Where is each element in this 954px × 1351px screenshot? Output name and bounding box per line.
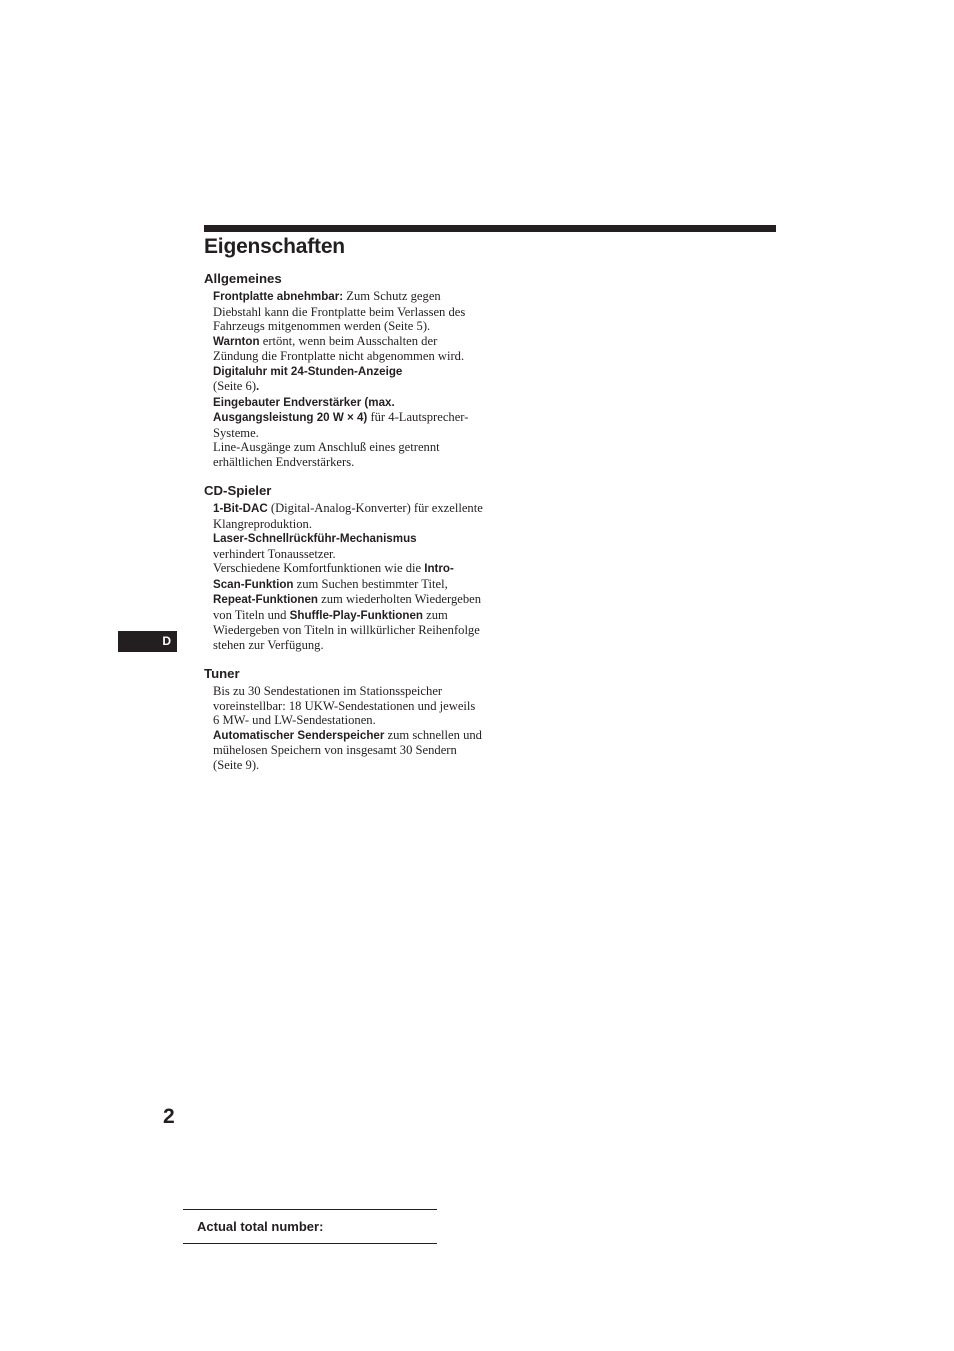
feature-term: Warnton bbox=[213, 334, 260, 348]
page-title: Eigenschaften bbox=[204, 235, 345, 258]
feature-text-tail: . bbox=[256, 380, 260, 393]
section-body-cd-spieler bbox=[213, 501, 484, 652]
features-column bbox=[204, 270, 484, 772]
feature-senderspeicher bbox=[213, 728, 484, 773]
feature-text: (Digital-Analog-Konverter) für exzellente Klangreproduktion. bbox=[213, 501, 483, 531]
feature-term: Shuffle-Play-Funktionen bbox=[289, 608, 423, 622]
section-body-tuner bbox=[213, 684, 484, 772]
feature-text: zum wiederholten Wiedergeben von Titeln und bbox=[213, 592, 482, 622]
feature-text: (Seite 6) bbox=[213, 379, 257, 393]
title-rule bbox=[204, 225, 776, 232]
section-body-allgemeines bbox=[213, 289, 484, 469]
feature-digitaluhr bbox=[213, 364, 484, 395]
feature-text: ertönt, wenn beim Ausschalten der Zündung die Frontplatte nicht abgenommen wird. bbox=[213, 333, 465, 363]
feature-term: Repeat-Funktionen bbox=[213, 593, 318, 606]
feature-warnton bbox=[213, 334, 484, 364]
feature-term: Intro-Scan-Funktion bbox=[213, 562, 454, 591]
feature-komfortfunktionen bbox=[213, 561, 484, 652]
section-cd-spieler bbox=[204, 482, 484, 652]
feature-1-bit-dac bbox=[213, 501, 484, 531]
feature-text: zum Suchen bestimmter Titel, bbox=[293, 576, 448, 591]
feature-frontplatte bbox=[213, 289, 484, 334]
feature-text: zum Wiedergeben von Titeln in willkürlicher Reihenfolge stehen zur Verfügung. bbox=[213, 607, 480, 652]
feature-term: Frontplatte abnehmbar: bbox=[213, 290, 344, 303]
feature-term: Laser-Schnellrückführ-Mechanismus bbox=[213, 532, 417, 545]
feature-text: zum schnellen und mühelosen Speichern von insgesamt 30 Sendern (Seite 9). bbox=[213, 727, 482, 772]
feature-endverstaerker bbox=[213, 395, 484, 441]
section-heading-tuner: Tuner bbox=[204, 666, 240, 681]
feature-line-ausgaenge: Line-Ausgänge zum Anschluß eines getrennt erhältlichen Endverstärkers. bbox=[213, 440, 440, 469]
language-tab: D bbox=[118, 631, 177, 652]
feature-laser bbox=[213, 531, 484, 561]
footer-box bbox=[183, 1209, 437, 1244]
section-heading-allgemeines: Allgemeines bbox=[204, 271, 282, 286]
feature-stationsspeicher: Bis zu 30 Sendestationen im Stationsspeicher voreinstellbar: 18 UKW-Sendestationen und jeweils 6 MW- und LW-Sendestationen. bbox=[213, 684, 476, 727]
page-number: 2 bbox=[163, 1105, 175, 1128]
section-tuner bbox=[204, 665, 484, 772]
feature-term: 1-Bit-DAC bbox=[213, 502, 268, 515]
footer-label: Actual total number: bbox=[197, 1219, 324, 1234]
feature-text: für 4-Lautsprecher-Systeme. bbox=[213, 410, 469, 440]
section-heading-cd-spieler: CD-Spieler bbox=[204, 483, 272, 498]
feature-text: Verschiedene Komfortfunktionen wie die bbox=[213, 561, 425, 575]
section-allgemeines bbox=[204, 270, 484, 469]
feature-text: Zum Schutz gegen Diebstahl kann die Frontplatte beim Verlassen des Fahrzeugs mitgenommen werden (Seite 5). bbox=[213, 289, 466, 333]
feature-text: verhindert Tonaussetzer. bbox=[213, 546, 336, 561]
feature-term: Digitaluhr mit 24-Stunden-Anzeige bbox=[213, 364, 403, 378]
feature-term: Automatischer Senderspeicher bbox=[213, 728, 385, 742]
feature-term: Eingebauter Endverstärker (max. Ausgangsleistung 20 W × 4) bbox=[213, 395, 395, 424]
